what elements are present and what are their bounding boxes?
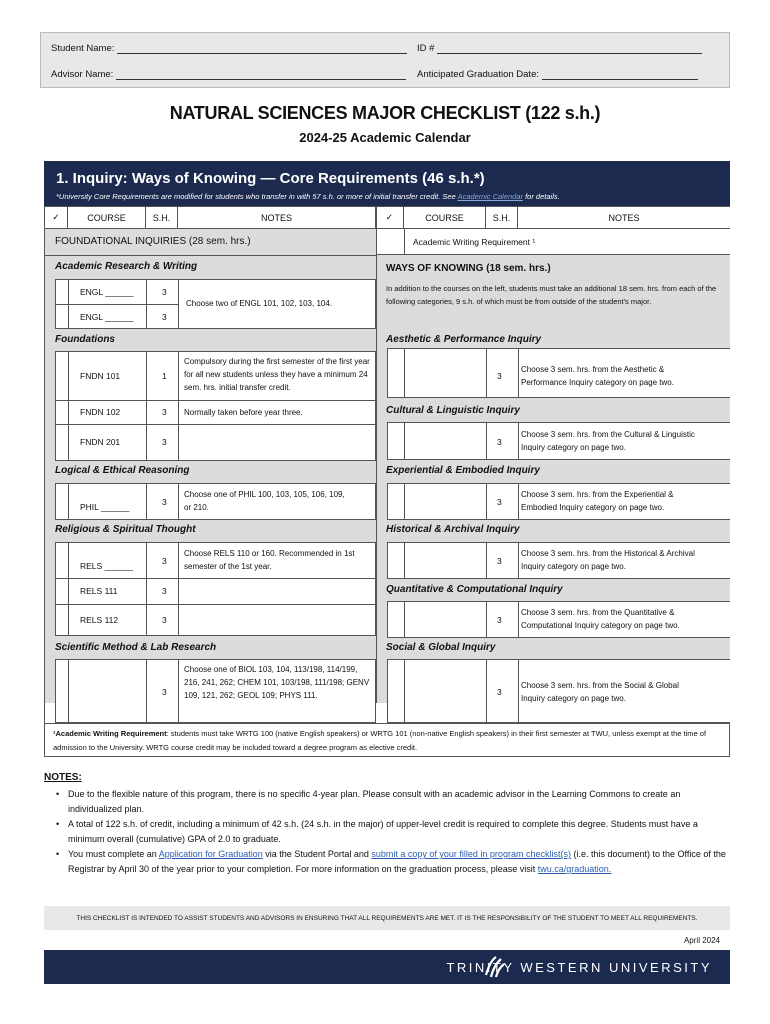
student-name-field[interactable] — [117, 45, 407, 54]
grad-date-label: Anticipated Graduation Date: — [417, 69, 539, 80]
category-foundations: Foundations — [55, 334, 115, 345]
id-field[interactable] — [437, 45, 702, 54]
fndn101-note: Compulsory during the first semester of the first year for all new students unless they have a minimum 24 sem. hrs. initial transfer credit. — [184, 357, 370, 392]
scientific-note: Choose one of BIOL 103, 104, 113/198, 114/199, 216, 241, 262; CHEM 101, 103/198, 111/198; GENV 109, 121, 262; GEOL 109; PHYS 111. — [184, 665, 370, 700]
engl-course-2[interactable]: ENGL ______ — [80, 312, 134, 322]
header-sh-left: S.H. — [146, 207, 178, 229]
header-check-right: ✓ — [376, 207, 404, 229]
academic-calendar-link[interactable]: Academic Calendar — [457, 192, 524, 201]
historical-note: Choose 3 sem. hrs. from the Historical & Archival Inquiry category on page two. — [521, 549, 695, 571]
category-cultural: Cultural & Linguistic Inquiry — [386, 405, 520, 416]
foundational-heading: FOUNDATIONAL INQUIRIES (28 sem. hrs.) — [55, 236, 251, 247]
divider — [486, 483, 487, 520]
divider — [178, 542, 179, 636]
phil-course[interactable]: PHIL ______ — [80, 502, 130, 512]
divider — [68, 351, 69, 461]
advisor-name-row — [51, 69, 406, 80]
divider — [404, 601, 405, 638]
divider — [376, 207, 377, 703]
quantitative-sh: 3 — [497, 615, 502, 625]
divider — [486, 422, 487, 460]
section-note-pre: *University Core Requirements are modified for students who transfer in with 57 s.h. or more of initial transfer credit. See — [56, 192, 458, 201]
notes-section — [44, 770, 730, 877]
rels-note: Choose RELS 110 or 160. Recommended in 1st semester of the 1st year. — [184, 549, 355, 571]
rels111-sh: 3 — [162, 586, 167, 596]
social-note: Choose 3 sem. hrs. from the Social & Global Inquiry category on page two. — [521, 681, 679, 703]
aesthetic-note: Choose 3 sem. hrs. from the Aesthetic & Performance Inquiry category on page two. — [521, 365, 674, 387]
engl-course-1[interactable]: ENGL ______ — [80, 287, 134, 297]
divider — [518, 483, 519, 520]
grad-date-row — [417, 69, 698, 80]
divider — [404, 422, 405, 460]
header-course-right: COURSE — [404, 207, 486, 229]
page-title: NATURAL SCIENCES MAJOR CHECKLIST (122 s.h.) — [169, 103, 601, 123]
divider — [178, 279, 179, 329]
category-quantitative: Quantitative & Computational Inquiry — [386, 584, 563, 595]
cultural-sh: 3 — [497, 437, 502, 447]
advisor-name-field[interactable] — [116, 71, 406, 80]
section-banner — [44, 161, 730, 206]
historical-sh: 3 — [497, 556, 502, 566]
divider — [404, 542, 405, 579]
advisor-name-label: Advisor Name: — [51, 69, 114, 80]
divider — [55, 578, 376, 579]
aesthetic-sh: 3 — [497, 371, 502, 381]
rels112-course: RELS 112 — [80, 615, 119, 625]
fndn102-course: FNDN 102 — [80, 407, 121, 417]
divider — [486, 542, 487, 579]
divider — [55, 304, 178, 305]
divider — [55, 424, 376, 425]
header-course-left: COURSE — [68, 207, 146, 229]
phil-sh: 3 — [162, 497, 167, 507]
divider — [404, 659, 405, 723]
divider — [404, 229, 405, 255]
engl-note: Choose two of ENGL 101, 102, 103, 104. — [186, 299, 333, 308]
divider — [486, 659, 487, 723]
rels-sh: 3 — [162, 556, 167, 566]
divider — [518, 601, 519, 638]
divider — [55, 400, 376, 401]
phil-note: Choose one of PHIL 100, 103, 105, 106, 109, or 210. — [184, 490, 345, 512]
divider — [68, 483, 69, 520]
footer-bar — [44, 950, 730, 984]
divider — [518, 659, 519, 723]
divider — [518, 348, 519, 398]
divider — [178, 351, 179, 461]
student-name-label: Student Name: — [51, 43, 115, 54]
writing-req-label: Academic Writing Requirement ¹ — [413, 237, 536, 247]
notes-list — [44, 787, 730, 877]
divider — [146, 542, 147, 636]
footnote-lead: ¹Academic Writing Requirement — [53, 729, 167, 738]
social-sh: 3 — [497, 687, 502, 697]
category-experiential: Experiential & Embodied Inquiry — [386, 465, 540, 476]
notes-bullet-3 — [56, 847, 730, 877]
divider — [518, 422, 519, 460]
notes-bullet-2: • A total of 122 s.h. of credit, including a minimum of 42 s.h. (24 s.h. in the major) of upper-level credit is required to complete this degree. Students must have a minimum overall (cumulative) GPA of 2.0 to graduate. — [56, 817, 730, 847]
fndn101-course: FNDN 101 — [80, 371, 121, 381]
divider — [486, 348, 487, 398]
rels111-course: RELS 111 — [80, 586, 118, 596]
disclaimer-banner: THIS CHECKLIST IS INTENDED TO ASSIST STUDENTS AND ADVISORS IN ENSURING THAT ALL REQUIREMENTS ARE MET. IT IS THE RESPONSIBILITY OF THE STUDENT TO MEET ALL REQUIREMENTS. — [44, 906, 730, 930]
ways-note: In addition to the courses on the left, students must take an additional 18 sem. hrs. from each of the following categories, 9 s.h. of which must be from outside of the student's major. — [386, 284, 717, 306]
fndn201-course: FNDN 201 — [80, 437, 121, 447]
divider — [68, 542, 69, 636]
header-check-left: ✓ — [45, 207, 68, 229]
grad-date-field[interactable] — [542, 71, 698, 80]
divider — [55, 604, 376, 605]
quantitative-note: Choose 3 sem. hrs. from the Quantitative & Computational Inquiry category on page two. — [521, 608, 680, 630]
fndn102-note: Normally taken before year three. — [184, 408, 303, 417]
id-row — [417, 43, 702, 54]
category-historical: Historical & Archival Inquiry — [386, 524, 520, 535]
notes-b3-post: (i.e. this document) to the Office of the Registrar by April 30 of the year prior to your completion. For more information on the graduation process, please visit — [68, 849, 726, 874]
cultural-note: Choose 3 sem. hrs. from the Cultural & Linguistic Inquiry category on page two. — [521, 430, 695, 452]
graduation-link[interactable]: twu.ca/graduation. — [537, 864, 612, 874]
ways-heading: WAYS OF KNOWING (18 sem. hrs.) — [386, 263, 551, 274]
header-notes-left: NOTES — [178, 207, 376, 229]
submit-checklist-link[interactable]: submit a copy of your filled in program checklist(s) — [371, 849, 571, 859]
footnote-text: : students must take WRTG 100 (native English speakers) or WRTG 101 (non-native English speakers) in their first semester at TWU, unless exempt at the time of admission to the University. WRTG course credit may be included toward a degree program as elective credit. — [53, 729, 707, 752]
divider — [68, 659, 69, 723]
experiential-sh: 3 — [497, 497, 502, 507]
fndn201-sh: 3 — [162, 437, 167, 447]
category-logical-ethical: Logical & Ethical Reasoning — [55, 465, 190, 476]
header-notes-right: NOTES — [518, 207, 730, 229]
divider — [45, 255, 376, 256]
rels112-sh: 3 — [162, 615, 167, 625]
category-religious-spiritual: Religious & Spiritual Thought — [55, 524, 196, 535]
category-social: Social & Global Inquiry — [386, 642, 496, 653]
divider — [146, 351, 147, 461]
id-label: ID # — [417, 43, 435, 54]
page-subtitle: 2024-25 Academic Calendar — [299, 130, 471, 145]
section-note-post: for details. — [523, 192, 560, 201]
engl-sh-2: 3 — [162, 312, 167, 322]
category-academic-research: Academic Research & Writing — [55, 261, 198, 272]
divider — [518, 542, 519, 579]
fndn102-sh: 3 — [162, 407, 167, 417]
student-info-box — [40, 32, 730, 88]
scientific-sh: 3 — [162, 687, 167, 697]
section-note — [56, 192, 560, 201]
divider — [178, 659, 179, 723]
category-scientific-method: Scientific Method & Lab Research — [55, 642, 217, 653]
divider — [404, 348, 405, 398]
header-sh-right: S.H. — [486, 207, 518, 229]
divider — [178, 483, 179, 520]
notes-b3-pre: You must complete an — [68, 849, 159, 859]
engl-sh-1: 3 — [162, 287, 167, 297]
notes-b3-mid: via the Student Portal and — [262, 849, 372, 859]
category-aesthetic: Aesthetic & Performance Inquiry — [386, 334, 542, 345]
divider — [486, 601, 487, 638]
experiential-note: Choose 3 sem. hrs. from the Experiential & Embodied Inquiry category on page two. — [521, 490, 674, 512]
section-title: 1. Inquiry: Ways of Knowing — Core Requirements (46 s.h.*) — [56, 170, 485, 187]
writing-footnote — [44, 724, 730, 757]
fndn101-sh: 1 — [162, 371, 167, 381]
student-name-row — [51, 43, 407, 54]
rels-course[interactable]: RELS ______ — [80, 561, 133, 571]
divider — [146, 483, 147, 520]
divider — [146, 659, 147, 723]
notes-bullet-1: • Due to the flexible nature of this program, there is no specific 4-year plan. Please consult with an academic advisor in the Learning Commons to create an individualized plan. — [56, 787, 730, 817]
notes-heading: NOTES: — [44, 772, 82, 783]
university-name: TRINITY WESTERN UNIVERSITY — [446, 960, 712, 975]
divider — [404, 483, 405, 520]
revision-date: April 2024 — [683, 936, 720, 945]
core-requirements-table — [44, 206, 730, 724]
application-graduation-link[interactable]: Application for Graduation — [158, 849, 263, 859]
